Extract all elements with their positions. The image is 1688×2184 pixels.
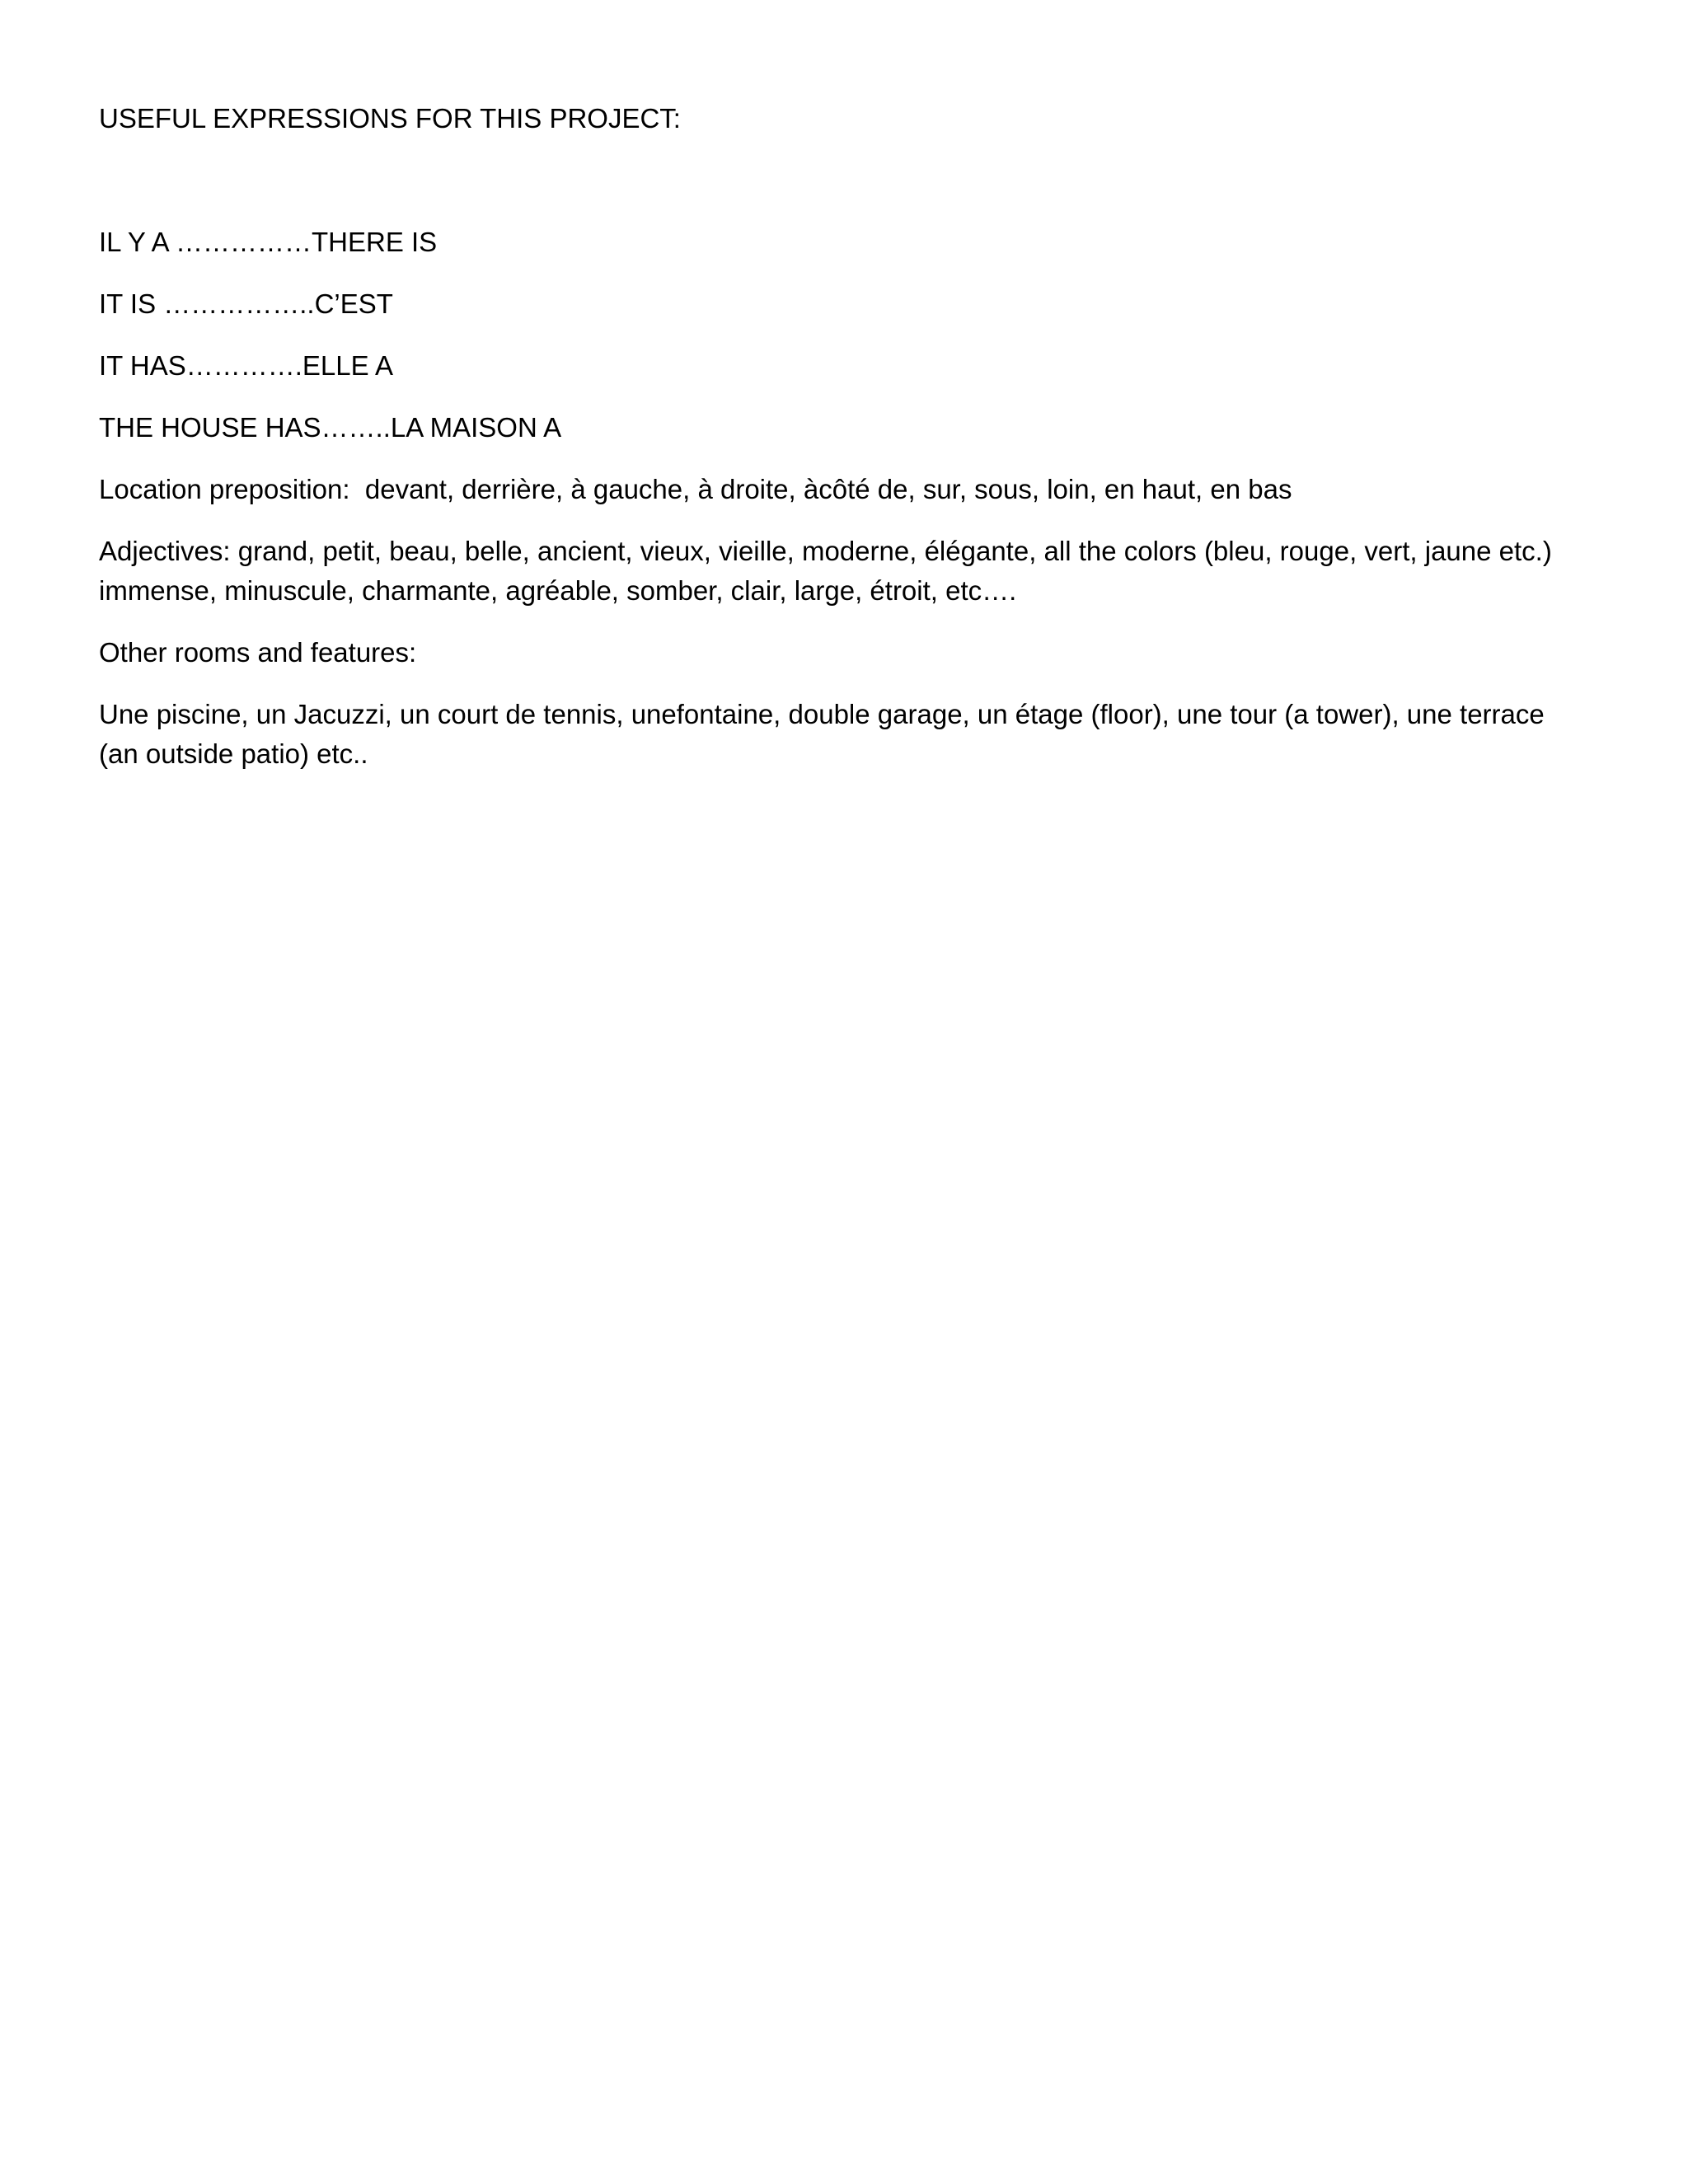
expression-it-has: IT HAS………….ELLE A <box>99 350 394 381</box>
expression-the-house-has: THE HOUSE HAS……..LA MAISON A <box>99 412 562 443</box>
expression-it-is: IT IS ……………..C’EST <box>99 288 393 319</box>
expression-il-y-a: IL Y A ……………THERE IS <box>99 227 438 257</box>
adjectives-paragraph: Adjectives: grand, petit, beau, belle, ancient, vieux, vieille, moderne, élégante, all the colors (bleu, rouge, vert, jaune etc.) immense, minuscule, charmante, agréable, somber, clair, large, étroit, etc…. <box>99 536 1560 606</box>
location-prepositions: Location preposition: devant, derrière, à gauche, à droite, àcôté de, sur, sous, loin, en haut, en bas <box>99 474 1292 504</box>
document-heading: USEFUL EXPRESSIONS FOR THIS PROJECT: <box>99 103 681 134</box>
other-rooms-heading: Other rooms and features: <box>99 637 417 668</box>
other-rooms-paragraph: Une piscine, un Jacuzzi, un court de tennis, unefontaine, double garage, un étage (floor), une tour (a tower), une terrace (an outside patio) etc.. <box>99 699 1552 769</box>
